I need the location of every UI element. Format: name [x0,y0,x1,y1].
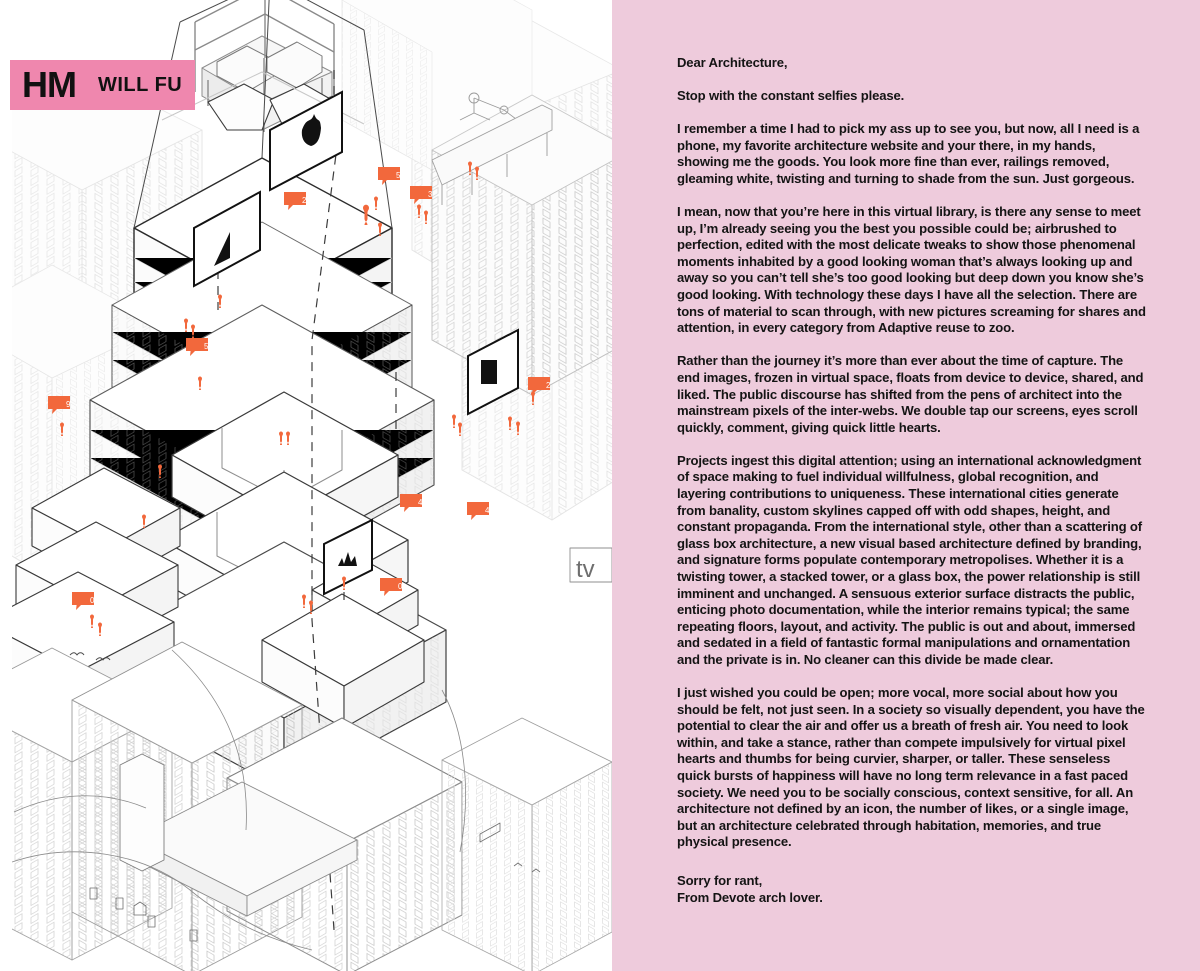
publication-logo: HM [22,64,76,105]
letter-paragraph-5: I just wished you could be open; more vocal, more social about how you should be felt, not just seen. In a society so visually dependent, you have the potential to clear the air and offer us a breath of fresh air. You need to look within, and take a stance, rather than compete impulsively for virtual pixel hearts and thumbs for being curvier, sharper, or taller. These senseless quick bursts of happiness will have no long term relevance in a fast paced society. We need you to be socially conscious, context sensitive, for all. An architecture not defined by an icon, the number of likes, or a single image, but an architecture celebrated through habitation, memories, and true physical presence. [677,685,1145,850]
letter-paragraph-1: I remember a time I had to pick my ass up to see you, but now, all I need is a phone, my favorite architecture website and your there, in my hands, showing me the goods. You look more fine than ever, railings removed, gleaming white, twisting and turning to shade from the sun. Just gorgeous. [677,121,1140,186]
letter-opening: Stop with the constant selfies please. [677,88,905,104]
svg-text:9: 9 [66,400,71,409]
letter-signoff [677,873,1147,906]
letter-paragraph-2: I mean, now that you’re here in this virtual library, is there any sense to meet up, I’m already seeing you the best you possible could be; airbrushed to perfection, edited with the most delicate tweaks to show those phenomenal moments inhabited by a good looking woman that’s always looking up and away so you can’t tell she’s too good looking but deep down you know she’s good looking. With technology these days I have all the selection. There are tons of material to scan through, with new pictures screaming for shares and attention, in every category from Adaptive reuse to zoo. [677,204,1146,336]
isometric-drawing [12,0,612,971]
letter-salutation: Dear Architecture, [677,55,788,70]
midground-city [432,93,612,395]
svg-text:0: 0 [90,596,95,605]
svg-text:3: 3 [428,190,433,199]
letter-panel [612,0,1200,971]
svg-text:0: 0 [398,582,403,591]
svg-text:2: 2 [546,381,551,390]
signoff-line-2: From Devote arch lover. [677,889,823,905]
letter-paragraph-3: Rather than the journey it’s more than ever about the time of capture. The end images, frozen in virtual space, floats from device to device, shared, and liked. The public discourse has shifted from the pens of architect into the mainstream pixels of the inter-webs. We double tap our screens, eyes scroll quickly, comment, giving quick little hearts. [677,353,1144,435]
svg-text:tv: tv [576,556,595,583]
letter-body [677,55,1147,906]
author-name: WILL FU [98,74,183,96]
axonometric-city-svg [12,0,612,971]
svg-text:5: 5 [396,171,401,180]
svg-text:5: 5 [204,342,209,351]
svg-text:2: 2 [302,196,307,205]
masthead-logo-band [10,60,195,110]
svg-text:4: 4 [485,506,490,515]
svg-text:4: 4 [418,498,423,507]
letter-paragraph-4: Projects ingest this digital attention; using an international acknowledgment of space making to fuel individual willfulness, global recognition, and layering contributions to uniqueness. These international cities generate from banality, custom skylines capped off with odd shapes, height, and constant propaganda. From the international style, other than a scattering of glass box architecture, a new visual based architecture defined by branding, and signature forms populate contemporary metropolises. Whether it is a twisting tower, a stacked tower, or a glass box, the power relationship is still imminent and unchanged. A sensuous exterior surface distracts the public, enticing photo documentation, while the interior remains typical; the same repeating floors, layout, and activity. The public is out and about, immersed and sedated in a field of fantastic formal manipulations and ornamentation and the private is in. No cleaner can this divide be made clear. [677,452,1142,667]
signoff-line-1: Sorry for rant, [677,872,763,888]
